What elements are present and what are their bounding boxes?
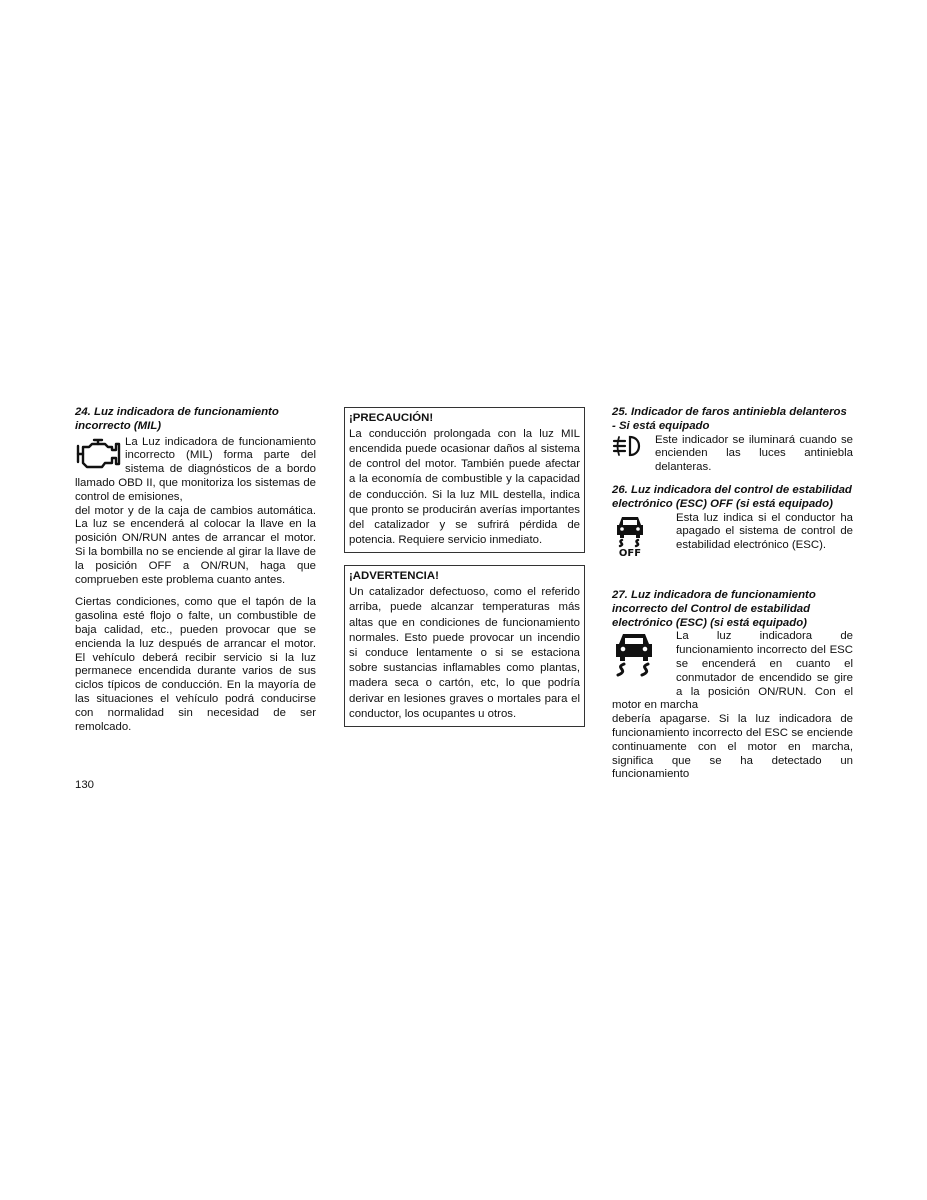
mil-heading: 24. Luz indicadora de funcionamiento incorrecto (MIL): [75, 406, 279, 432]
column-right: [612, 406, 853, 782]
front-fog-light-icon: [612, 434, 655, 464]
precaution-box: [344, 407, 585, 553]
esc-skid-car-icon: [612, 630, 676, 686]
warning-text: Un catalizador defectuoso, como el referido arriba, puede alcanzar temperaturas más altas que en condiciones de funcionamiento normales. Esto puede provocar un incendio si conduce lentamente o si se estaciona sobre sustancias inflamables como plantas, madera seca o cartón, etc, lo que podría derivar en lesiones graves o mortales para el conductor, los ocupantes u otros.: [349, 586, 580, 720]
precaution-title: ¡PRECAUCIÓN!: [349, 412, 434, 424]
esc-fault-heading: 27. Luz indicadora de funcionamiento incorrecto del Control de estabilidad electrónico (ESC) (si está equipado): [612, 588, 816, 629]
page-number: 130: [75, 779, 95, 791]
esc-fault-text-beside-icon: La luz indicadora de funcionamiento incorrecto del ESC se encenderá en cuanto el conmutador de encendido se gire a la posición ON/RUN. Con el motor en marcha: [612, 630, 853, 712]
mil-text-continued: del motor y de la caja de cambios automática. La luz se encenderá al colocar la llave en la posición ON/RUN antes de arrancar el motor. Si la bombilla no se enciende al girar la llave de la posición OFF a ON/RUN, haga que comprueben este problema cuanto antes.: [75, 504, 316, 586]
warning-title: ¡ADVERTENCIA!: [349, 570, 439, 583]
column-left: [75, 406, 316, 734]
esc-fault-text-continued: debería apagarse. Si la luz indicadora de funcionamiento incorrecto del ESC se enciende continuamente con el motor en marcha, significa que se ha detectado un funcionamiento: [612, 713, 853, 781]
precaution-text: La conducción prolongada con la luz MIL encendida puede ocasionar daños al sistema de control del motor. También puede afectar a la economía de combustible y la capacidad de conducción. Si la luz MIL destella, indica que pronto se producirán averías importantes del catalizador y se sufrirá pérdida de potencia. Requiere servicio inmediato.: [349, 427, 580, 547]
mil-paragraph-2: Ciertas condiciones, como que el tapón de la gasolina esté flojo o falte, un combustible de baja calidad, etc., pueden provocar que se encienda la luz después de arrancar el motor. El vehículo deberá recibir servicio si la luz permanece encendida durante varios de sus ciclos típicos de conducción. En la mayoría de las situaciones el vehículo podrá conducirse con normalidad sin necesidad de ser remolcado.: [75, 596, 316, 733]
esc-off-icon: [612, 512, 676, 562]
fog-text: Este indicador se iluminará cuando se encienden las luces antiniebla delanteras.: [655, 433, 853, 474]
check-engine-icon: [75, 436, 125, 474]
column-middle: [344, 407, 585, 727]
mil-text-beside-icon: La Luz indicadora de funcionamiento incorrecto (MIL) forma parte del sistema de diagnósticos de a bordo llamado OBD II, que monitoriza los sistemas de control de emisiones,: [75, 435, 316, 503]
warning-box: [344, 565, 585, 727]
fog-heading: 25. Indicador de faros antiniebla delanteros - Si está equipado: [612, 406, 847, 432]
esc-off-text: Esta luz indica si el conductor ha apagado el sistema de control de estabilidad electrónico (ESC).: [676, 511, 853, 552]
esc-off-icon-label: OFF: [618, 547, 642, 558]
esc-off-heading: 26. Luz indicadora del control de estabilidad electrónico (ESC) OFF (si está equipado): [612, 483, 852, 510]
